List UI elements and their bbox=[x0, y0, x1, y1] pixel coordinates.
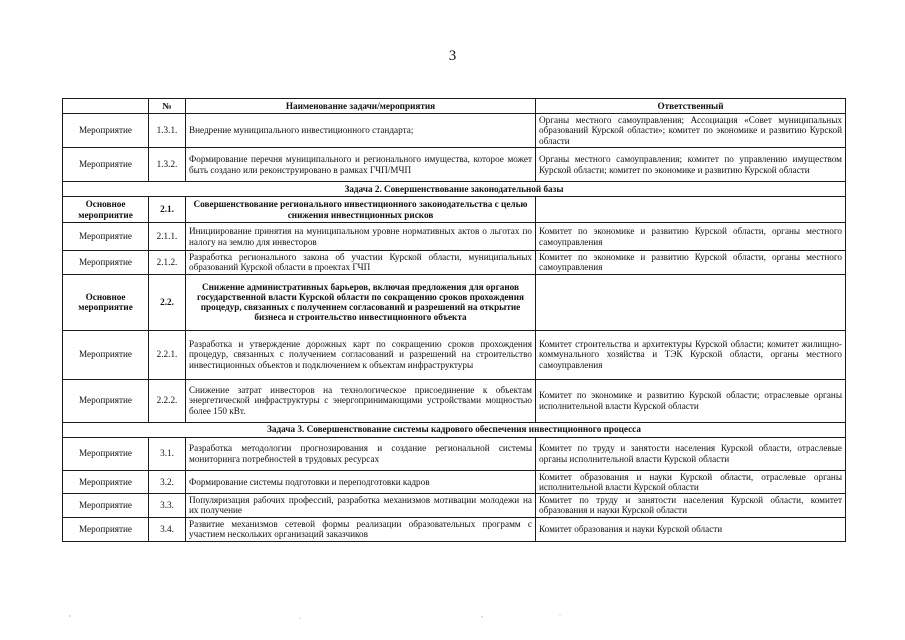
measure-responsible: Комитет по экономике и развитию Курской области, органы местного самоуправления bbox=[536, 223, 846, 251]
measure-row bbox=[63, 494, 846, 518]
measure-kind: Основное мероприятие bbox=[63, 197, 149, 223]
measure-kind: Основное мероприятие bbox=[63, 274, 149, 330]
measure-kind: Мероприятие bbox=[63, 251, 149, 275]
measure-responsible: Комитет по экономике и развитию Курской области, органы местного самоуправления bbox=[536, 251, 846, 275]
measure-kind: Мероприятие bbox=[63, 330, 149, 379]
measure-number: 3.3. bbox=[149, 494, 186, 518]
measure-number: 2.1. bbox=[149, 197, 186, 223]
header-number: № bbox=[149, 99, 186, 114]
measure-kind: Мероприятие bbox=[63, 437, 149, 470]
measure-number: 1.3.1. bbox=[149, 114, 186, 148]
measure-kind: Мероприятие bbox=[63, 470, 149, 494]
measure-name: Развитие механизмов сетевой формы реализации образовательных программ с участием нескольких организаций заказчиков bbox=[186, 517, 536, 541]
measure-responsible bbox=[536, 274, 846, 330]
measure-responsible: Комитет образования и науки Курской области bbox=[536, 517, 846, 541]
measure-name: Формирование системы подготовки и переподготовки кадров bbox=[186, 470, 536, 494]
header-responsible: Ответственный bbox=[536, 99, 846, 114]
main-measure-row bbox=[63, 274, 846, 330]
measure-row bbox=[63, 330, 846, 379]
measure-row bbox=[63, 470, 846, 494]
measure-responsible: Органы местного самоуправления; комитет по управлению имуществом Курской области; комитет по экономике и развитию Курской области bbox=[536, 148, 846, 182]
header-name: Наименование задачи/мероприятия bbox=[186, 99, 536, 114]
measure-number: 2.2.2. bbox=[149, 379, 186, 422]
measure-responsible: Органы местного самоуправления; Ассоциация «Совет муниципальных образований Курской области»; комитет по экономике и развитию Курской области bbox=[536, 114, 846, 148]
measure-row bbox=[63, 379, 846, 422]
measure-number: 2.1.2. bbox=[149, 251, 186, 275]
measure-number: 1.3.2. bbox=[149, 148, 186, 182]
task-heading: Задача 2. Совершенствование законодательной базы bbox=[63, 182, 846, 197]
task-heading: Задача 3. Совершенствование системы кадрового обеспечения инвестиционного процесса bbox=[63, 422, 846, 437]
measure-number: 2.1.1. bbox=[149, 223, 186, 251]
measure-number: 2.2.1. bbox=[149, 330, 186, 379]
measure-responsible bbox=[536, 197, 846, 223]
measure-name: Совершенствование регионального инвестиционного законодательства с целью снижения инвестиционных рисков bbox=[186, 197, 536, 223]
measure-row bbox=[63, 437, 846, 470]
measure-kind: Мероприятие bbox=[63, 517, 149, 541]
measure-name: Инициирование принятия на муниципальном уровне нормативных актов о льготах по налогу на землю для инвесторов bbox=[186, 223, 536, 251]
measure-number: 3.1. bbox=[149, 437, 186, 470]
measure-name: Внедрение муниципального инвестиционного стандарта; bbox=[186, 114, 536, 148]
measure-row bbox=[63, 114, 846, 148]
measure-responsible: Комитет по труду и занятости населения Курской области, отраслевые органы исполнительной власти Курской области bbox=[536, 437, 846, 470]
scan-noise bbox=[0, 612, 905, 622]
measure-row bbox=[63, 251, 846, 275]
table-header-row bbox=[63, 99, 846, 114]
page-number: 3 bbox=[448, 48, 457, 64]
measure-name: Снижение административных барьеров, включая предложения для органов государственной власти Курской области по сокращению сроков прохождения процедур, связанных с получением согласований и разрешений на открытие бизнеса и строительство инвестиционного объекта bbox=[186, 274, 536, 330]
task-heading-row bbox=[63, 422, 846, 437]
measure-row bbox=[63, 517, 846, 541]
measure-kind: Мероприятие bbox=[63, 114, 149, 148]
measure-row bbox=[63, 148, 846, 182]
table-body bbox=[63, 114, 846, 542]
measure-name: Популяризация рабочих профессий, разработка механизмов мотивации молодежи на их получение bbox=[186, 494, 536, 518]
measure-kind: Мероприятие bbox=[63, 379, 149, 422]
measure-number: 3.2. bbox=[149, 470, 186, 494]
task-heading-row bbox=[63, 182, 846, 197]
measure-name: Разработка регионального закона об участии Курской области, муниципальных образований Курской области в проектах ГЧП bbox=[186, 251, 536, 275]
measure-number: 2.2. bbox=[149, 274, 186, 330]
header-kind bbox=[63, 99, 149, 114]
measure-name: Разработка и утверждение дорожных карт по сокращению сроков прохождения процедур, связанных с получением согласований и разрешений на строительство инвестиционных объектов и подключением к объектам инфраструктуры bbox=[186, 330, 536, 379]
measure-responsible: Комитет строительства и архитектуры Курской области; комитет жилищно-коммунального хозяйства и ТЭК Курской области, органы местного самоуправления bbox=[536, 330, 846, 379]
measure-responsible: Комитет по экономике и развитию Курской области; отраслевые органы исполнительной власти Курской области bbox=[536, 379, 846, 422]
measure-responsible: Комитет по труду и занятости населения Курской области, комитет образования и науки Курской области bbox=[536, 494, 846, 518]
measure-kind: Мероприятие bbox=[63, 494, 149, 518]
main-measure-row bbox=[63, 197, 846, 223]
measure-name: Разработка методологии прогнозирования и создание региональной системы мониторинга потребностей в трудовых ресурсах bbox=[186, 437, 536, 470]
measure-number: 3.4. bbox=[149, 517, 186, 541]
measures-table bbox=[62, 98, 846, 542]
measure-row bbox=[63, 223, 846, 251]
measure-responsible: Комитет образования и науки Курской области, отраслевые органы исполнительной власти Курской области bbox=[536, 470, 846, 494]
measure-kind: Мероприятие bbox=[63, 148, 149, 182]
measure-name: Снижение затрат инвесторов на технологическое присоединение к объектам энергетической инфраструктуры с энергопринимающими устройствами мощностью более 150 кВт. bbox=[186, 379, 536, 422]
measure-kind: Мероприятие bbox=[63, 223, 149, 251]
measure-name: Формирование перечня муниципального и регионального имущества, которое может быть создано или реконструировано в рамках ГЧП/МЧП bbox=[186, 148, 536, 182]
